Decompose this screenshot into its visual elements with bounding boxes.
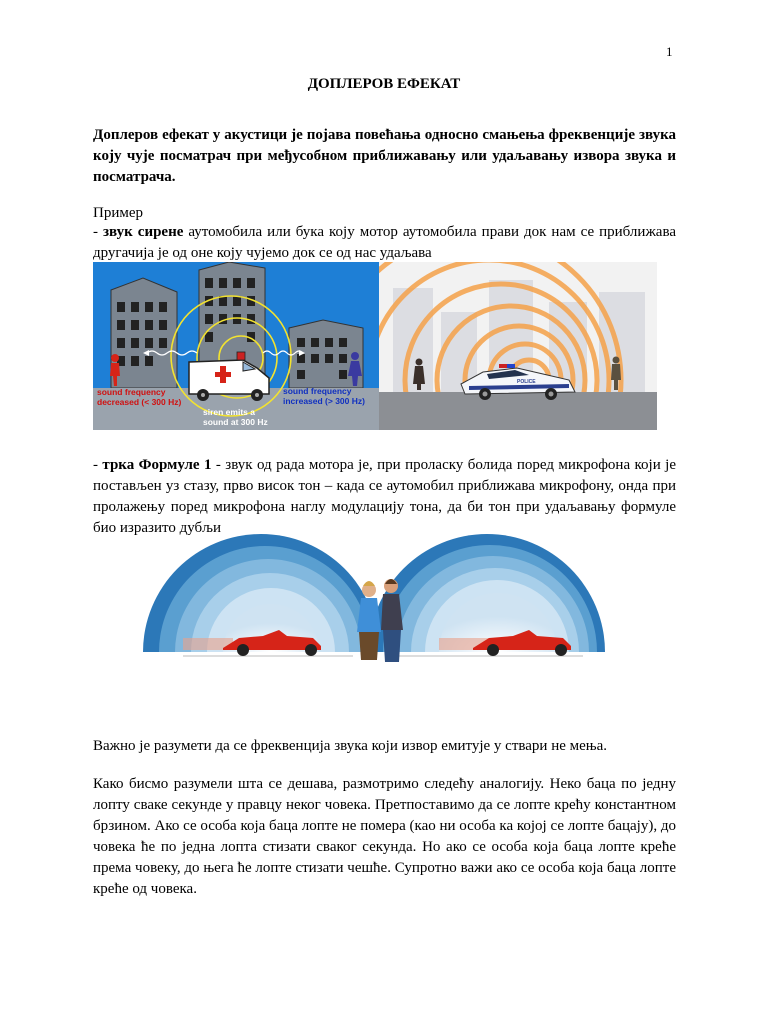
police-text: POLICE <box>517 379 536 385</box>
formula1-text: - звук од рада мотора је, при проласку болида поред микрофона који је постављен уз стазу, прво висок тон – када се аутомобил приближава микрофону, онда при пролажењу поред микрофона наглу модулацију тона, да би тон при удаљавању формуле био изразито дубљи <box>93 457 676 536</box>
formula1-bold-term: трка Формуле 1 <box>102 457 212 473</box>
important-paragraph: Важно је разумети да се фреквенција звука који извор емитује у ствари не мења. <box>93 738 608 754</box>
ambulance-doppler-illustration <box>93 262 379 430</box>
siren-paragraph <box>93 222 676 264</box>
formula1-paragraph <box>93 455 676 539</box>
label-bottom-line2: sound at 300 Hz <box>203 417 268 427</box>
label-right-line1: sound frequency <box>283 386 352 396</box>
siren-text: аутомобила или бука коју мотор аутомобила прави док нам се приближава другачија је од оне коју чујемо док се од нас удаљава <box>93 224 677 261</box>
formula1-dash: - <box>93 457 103 473</box>
label-left-line1: sound frequency <box>97 387 166 397</box>
page-title: ДОПЛЕРОВ ЕФЕКАТ <box>307 76 461 92</box>
siren-bold-term: звук сирене <box>103 224 184 240</box>
label-right-line2: increased (> 300 Hz) <box>283 396 365 406</box>
example-heading: Пример <box>93 205 144 221</box>
formula1-doppler-illustration <box>143 534 613 684</box>
analogy-paragraph: Како бисмо разумели шта се дешава, размотримо следећу аналогију. Неко баца по једну лопту сваке секунде у правцу неког човека. Претпоставимо да се лопте крећу константном брзином. Ако се особа која баца лопте не помера (као ни особа ка којој се лопте бацају), до човека ће по једна лопта стизати сваког секунда. Но ако се особа која баца лопте креће према човеку, до њега ће лопте стизати чешће. Супротно важи ако се особа која баца лопте креће од човека. <box>93 776 676 897</box>
police-car-doppler-illustration <box>379 262 657 430</box>
definition-paragraph: Доплеров ефекат у акустици је појава повећања односно смањења фреквенције звука коју чује посматрач при међусобном приближавању или удаљавању извора звука и посматрача. <box>93 127 676 185</box>
siren-dash: - <box>93 224 104 240</box>
label-left-line2: decreased (< 300 Hz) <box>97 397 182 407</box>
label-bottom-line1: siren emits a <box>203 407 255 417</box>
page-number: 1 <box>666 44 673 59</box>
